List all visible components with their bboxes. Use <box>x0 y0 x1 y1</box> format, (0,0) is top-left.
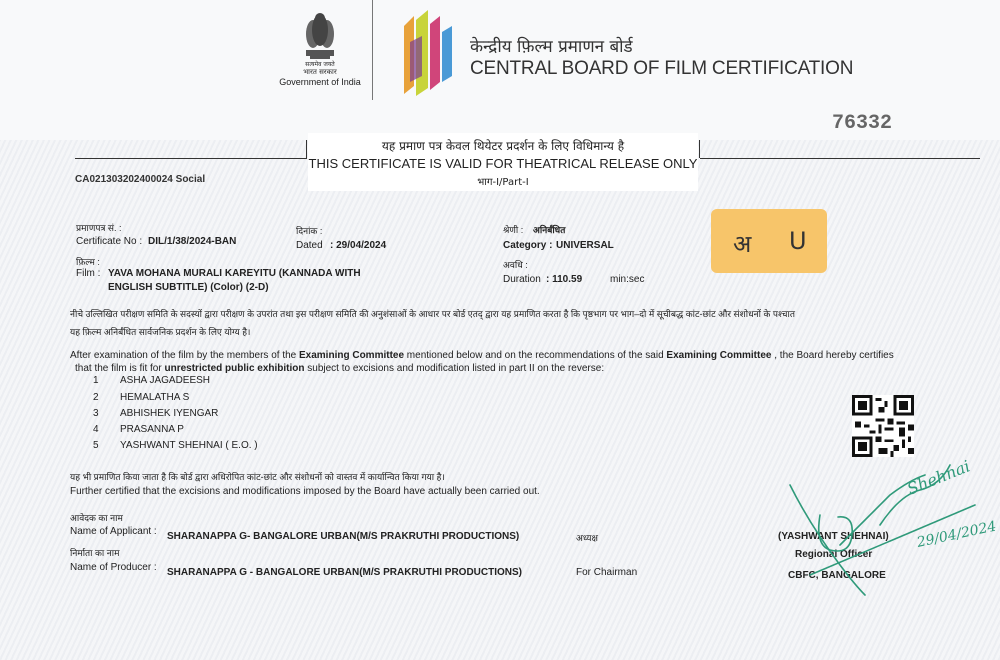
gov-hindi: भारत सरकार <box>303 68 337 76</box>
date-value: : 29/04/2024 <box>330 240 387 251</box>
banner-tick-right <box>699 140 700 158</box>
header-divider <box>372 0 373 100</box>
member-number: 3 <box>93 408 99 419</box>
hindi-paragraph-line2: यह फ़िल्म अनिर्बंधित सार्वजनिक प्रदर्शन के लिए योग्य है। <box>70 327 251 337</box>
duration-value: : 110.59 <box>546 274 583 285</box>
cert-no-label-hindi: प्रमाणपत्र सं. : <box>76 223 122 233</box>
applicant-label-hindi: आवेदक का नाम <box>70 513 123 523</box>
film-title-line1: YAVA MOHANA MURALI KAREYITU (KANNADA WITH <box>108 268 361 279</box>
member-name: YASHWANT SHEHNAI ( E.O. ) <box>120 440 258 451</box>
producer-label-hindi: निर्माता का नाम <box>70 548 120 558</box>
serial-number: 76332 <box>832 112 893 135</box>
cert-no-label: Certificate No : <box>76 236 143 247</box>
banner-rule-right <box>700 158 980 159</box>
hindi-paragraph-line1: नीचे उल्लिखित परीक्षण समिति के सदस्यों द्वारा परीक्षण के उपरांत तथा इस परीक्षण समिति की अनुशंसाओं के आधार पर बोर्ड एतद् द्वारा यह प्रमाणित करता है कि पृष्ठभाग पर भाग–दो में सूचीबद्ध कांट-छांट और संशोधनों के पश्चात <box>70 309 795 319</box>
film-label: Film : <box>76 268 101 279</box>
member-number: 4 <box>93 424 99 435</box>
cert-no-value: DIL/1/38/2024-BAN <box>148 236 237 247</box>
officer-office: CBFC, BANGALORE <box>788 570 886 581</box>
officer-title: Regional Officer <box>795 549 873 560</box>
para-bold: Examining Committee <box>666 350 772 361</box>
film-label-hindi: फ़िल्म : <box>76 257 100 267</box>
date-label-hindi: दिनांक : <box>296 226 323 236</box>
category-label: Category : <box>503 240 553 251</box>
validity-hindi: यह प्रमाण पत्र केवल थियेटर प्रदर्शन के लिए विधिमान्य है <box>381 139 625 153</box>
chairman-hindi: अध्यक्ष <box>576 533 598 543</box>
producer-value: SHARANAPPA G - BANGALORE URBAN(M/S PRAKRUTHI PRODUCTIONS) <box>167 567 522 578</box>
para-text: subject to excisions and modification listed in part II on the reverse: <box>304 363 605 374</box>
for-chairman: For Chairman <box>576 567 638 578</box>
duration-label-hindi: अवधि : <box>503 260 528 270</box>
duration-unit: min:sec <box>610 274 645 285</box>
qr-code-icon <box>852 395 914 457</box>
member-name: PRASANNA P <box>120 424 184 435</box>
further-cert-hindi: यह भी प्रमाणित किया जाता है कि बोर्ड द्वारा अधिरोपित कांट-छांट और संशोधनों को वास्तव में कार्यान्वित किया गया है। <box>70 472 445 482</box>
para-bold: Examining Committee <box>299 350 405 361</box>
banner-tick-left <box>306 140 307 158</box>
member-name: ABHISHEK IYENGAR <box>120 408 219 419</box>
english-paragraph-line1 <box>70 350 894 361</box>
signature-date: 29/04/2024 <box>915 518 998 551</box>
para-text: that the film is fit for <box>75 363 165 374</box>
para-bold: unrestricted public exhibition <box>164 363 305 374</box>
member-number: 5 <box>93 440 99 451</box>
validity-english: THIS CERTIFICATE IS VALID FOR THEATRICAL RELEASE ONLY <box>308 156 698 171</box>
category-badge <box>711 209 827 273</box>
member-name: HEMALATHA S <box>120 392 190 403</box>
badge-hindi-letter: अ <box>733 230 752 258</box>
badge-english-letter: U <box>789 227 807 255</box>
category-label-hindi: श्रेणी : <box>503 225 524 235</box>
para-text: After examination of the film by the members of the <box>70 350 299 361</box>
validity-banner <box>308 133 698 191</box>
para-text: , the Board hereby certifies <box>771 350 894 361</box>
emblem-motto: सत्यमेव जयते <box>305 61 335 68</box>
applicant-value: SHARANAPPA G- BANGALORE URBAN(M/S PRAKRUTHI PRODUCTIONS) <box>167 531 520 542</box>
category-value: UNIVERSAL <box>556 240 614 251</box>
validity-part: भाग-I/Part-I <box>477 177 529 188</box>
date-label: Dated <box>296 240 323 251</box>
duration-label: Duration <box>503 274 541 285</box>
org-name-hindi: केन्द्रीय फ़िल्म प्रमाणन बोर्ड <box>470 37 633 57</box>
government-of-india-text <box>270 60 370 87</box>
signature-name: Shehnai <box>904 456 973 499</box>
cbfc-logo-icon <box>400 6 460 98</box>
english-paragraph-line2 <box>75 363 604 374</box>
film-title-line2: ENGLISH SUBTITLE) (Color) (2-D) <box>108 282 269 293</box>
member-name: ASHA JAGADEESH <box>120 375 211 386</box>
category-value-hindi: अनिर्बंधित <box>533 225 566 235</box>
certificate-reference: CA021303202400024 Social <box>75 174 206 185</box>
para-text: mentioned below and on the recommendations of the said <box>404 350 667 361</box>
banner-rule-left <box>75 158 307 159</box>
gov-english: Government of India <box>279 77 361 87</box>
member-number: 2 <box>93 392 99 403</box>
applicant-label: Name of Applicant : <box>70 526 157 537</box>
org-name-english: CENTRAL BOARD OF FILM CERTIFICATION <box>470 58 854 79</box>
handwritten-signature <box>780 455 1000 615</box>
producer-label: Name of Producer : <box>70 562 157 573</box>
member-number: 1 <box>93 375 99 386</box>
officer-name: (YASHWANT SHEHNAI) <box>778 531 889 542</box>
further-cert-english: Further certified that the excisions and modifications imposed by the Board have actually been carried out. <box>70 486 540 497</box>
